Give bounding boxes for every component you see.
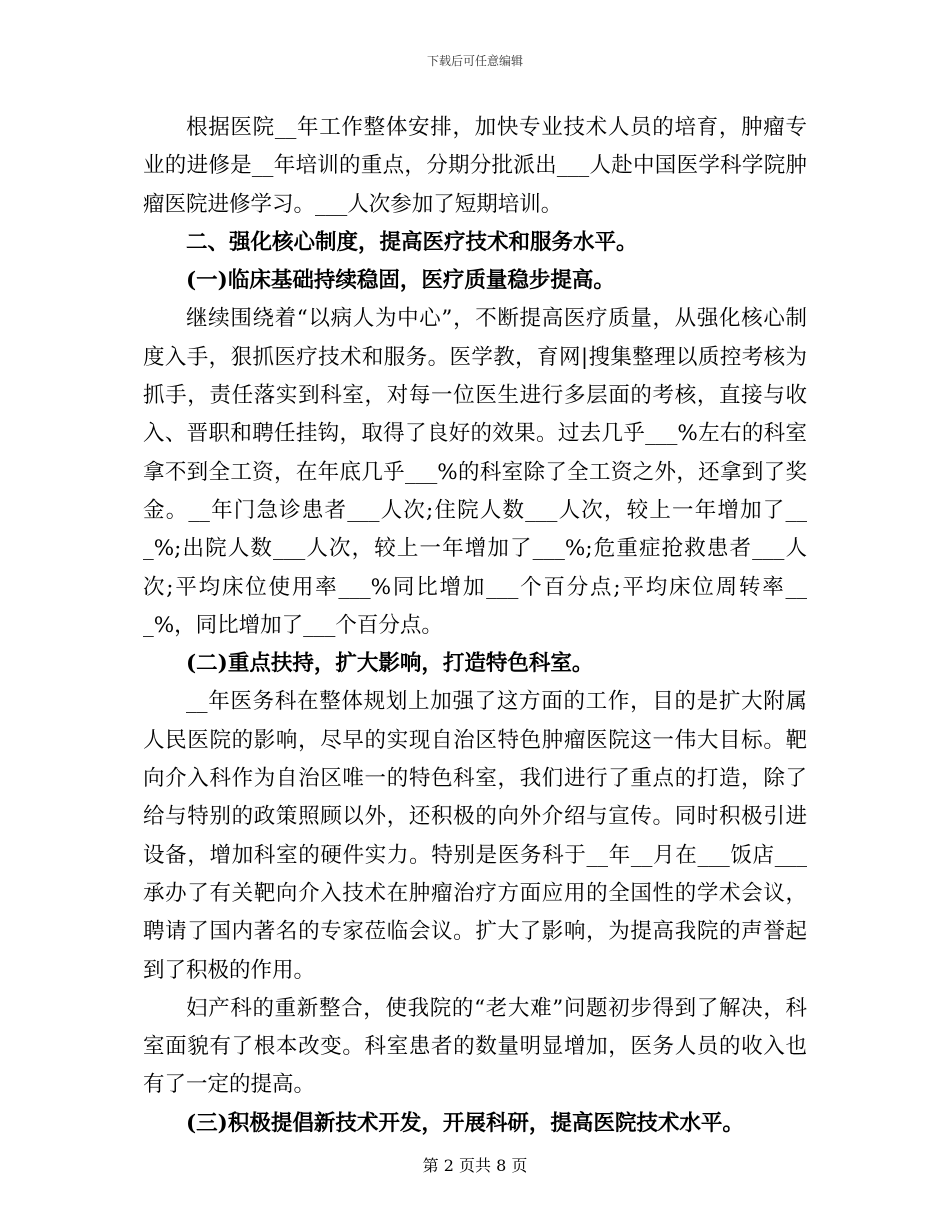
page-number: 第 2 页共 8 页 [422,1156,528,1175]
subsection-heading-clinical-quality: (一)临床基础持续稳固，医疗质量稳步提高。 [186,268,615,294]
paragraph-quality-statistics: 继续围绕着“以病人为中心”，不断提高医疗质量，从强化核心制度入手，狠抓医疗技术和服务。医学教，育网|搜集整理以质控考核为抓手，责任落实到科室，对每一位医生进行多层面的考核，直接与收入、晋职和聘任挂钩，取得了良好的效果。过去几乎___%左右的科室拿不到全工资，在年底几乎___%的科室除了全工资之外，还拿到了奖金。__年门急诊患者___人次;住院人数___人次，较上一年增加了___%;出院人数___人次，较上一年增加了___%;危重症抢救患者___人次;平均床位使用率___%同比增加___个百分点;平均床位周转率___%，同比增加了___个百分点。 [143,306,807,638]
subsection-heading-new-technology: (三)积极提倡新技术开发，开展科研，提高医院技术水平。 [186,1110,744,1136]
section-heading-core-system: 二、强化核心制度，提高医疗技术和服务水平。 [186,229,638,255]
paragraph-obstetrics: 妇产科的重新整合，使我院的“老大难”问题初步得到了解决，科室面貌有了根本改变。科室患者的数量明显增加，医务人员的收入也有了一定的提高。 [143,995,807,1098]
paragraph-training: 根据医院__年工作整体安排，加快专业技术人员的培育，肿瘤专业的进修是__年培训的重点，分期分批派出___人赴中国医学科学院肿瘤医院进修学习。___人次参加了短期培训。 [143,115,807,217]
page-header: 下载后可任意编辑 [426,54,523,68]
document-body [143,109,807,1143]
paragraph-targeted-intervention: __年医务科在整体规划上加强了这方面的工作，目的是扩大附属人民医院的影响，尽早的实现自治区特色肿瘤医院这一伟大目标。靶向介入科作为自治区唯一的特色科室，我们进行了重点的打造，除了给与特别的政策照顾以外，还积极的向外介绍与宣传。同时积极引进设备，增加科室的硬件实力。特别是医务科于__年__月在___饭店___承办了有关靶向介入技术在肿瘤治疗方面应用的全国性的学术会议，聘请了国内著名的专家莅临会议。扩大了影响，为提高我院的声誉起到了积极的作用。 [143,689,807,983]
subsection-heading-special-departments: (二)重点扶持，扩大影响，打造特色科室。 [186,651,594,677]
